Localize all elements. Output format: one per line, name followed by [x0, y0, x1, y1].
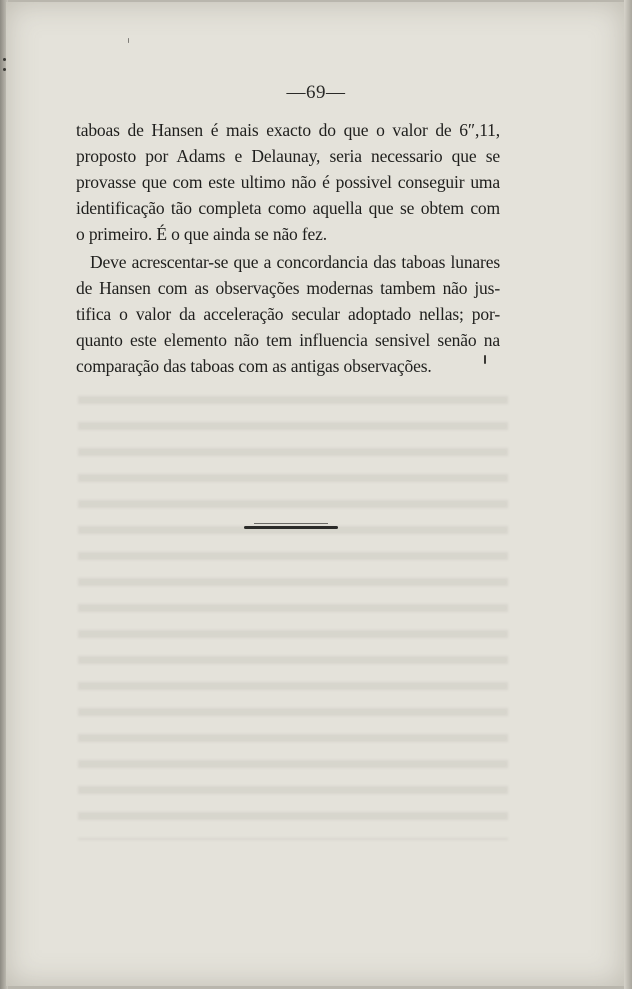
text-line: quanto este elemento não tem influencia sensivel senão na: [76, 330, 500, 350]
body-text: [76, 117, 500, 379]
ink-speck: [3, 58, 6, 61]
text-line: comparação das taboas com as antigas observações.: [76, 356, 432, 376]
text-line: identificação tão completa como aquella que se obtem com: [76, 198, 500, 218]
show-through-text: [78, 380, 508, 840]
ink-speck: [3, 68, 6, 71]
paragraph-1: [76, 117, 500, 247]
text-line: taboas de Hansen é mais exacto do que o valor de 6″,11,: [76, 120, 500, 140]
page-edge: [624, 0, 632, 989]
ink-speck: [484, 355, 486, 364]
text-line: tifica o valor da acceleração secular adoptado nellas; por-: [76, 304, 500, 324]
text-line: Deve acrescentar-se que a concordancia das taboas lunares: [90, 252, 500, 272]
paragraph-2: [76, 249, 500, 379]
text-line: provasse que com este ultimo não é possivel conseguir uma: [76, 172, 500, 192]
text-line: o primeiro. É o que ainda se não fez.: [76, 224, 328, 244]
ink-speck: [128, 38, 129, 43]
page-number: —69—: [286, 82, 346, 103]
section-divider: [244, 526, 338, 529]
text-line: proposto por Adams e Delaunay, seria necessario que se: [76, 146, 500, 166]
text-line: de Hansen com as observações modernas tambem não jus-: [76, 278, 500, 298]
